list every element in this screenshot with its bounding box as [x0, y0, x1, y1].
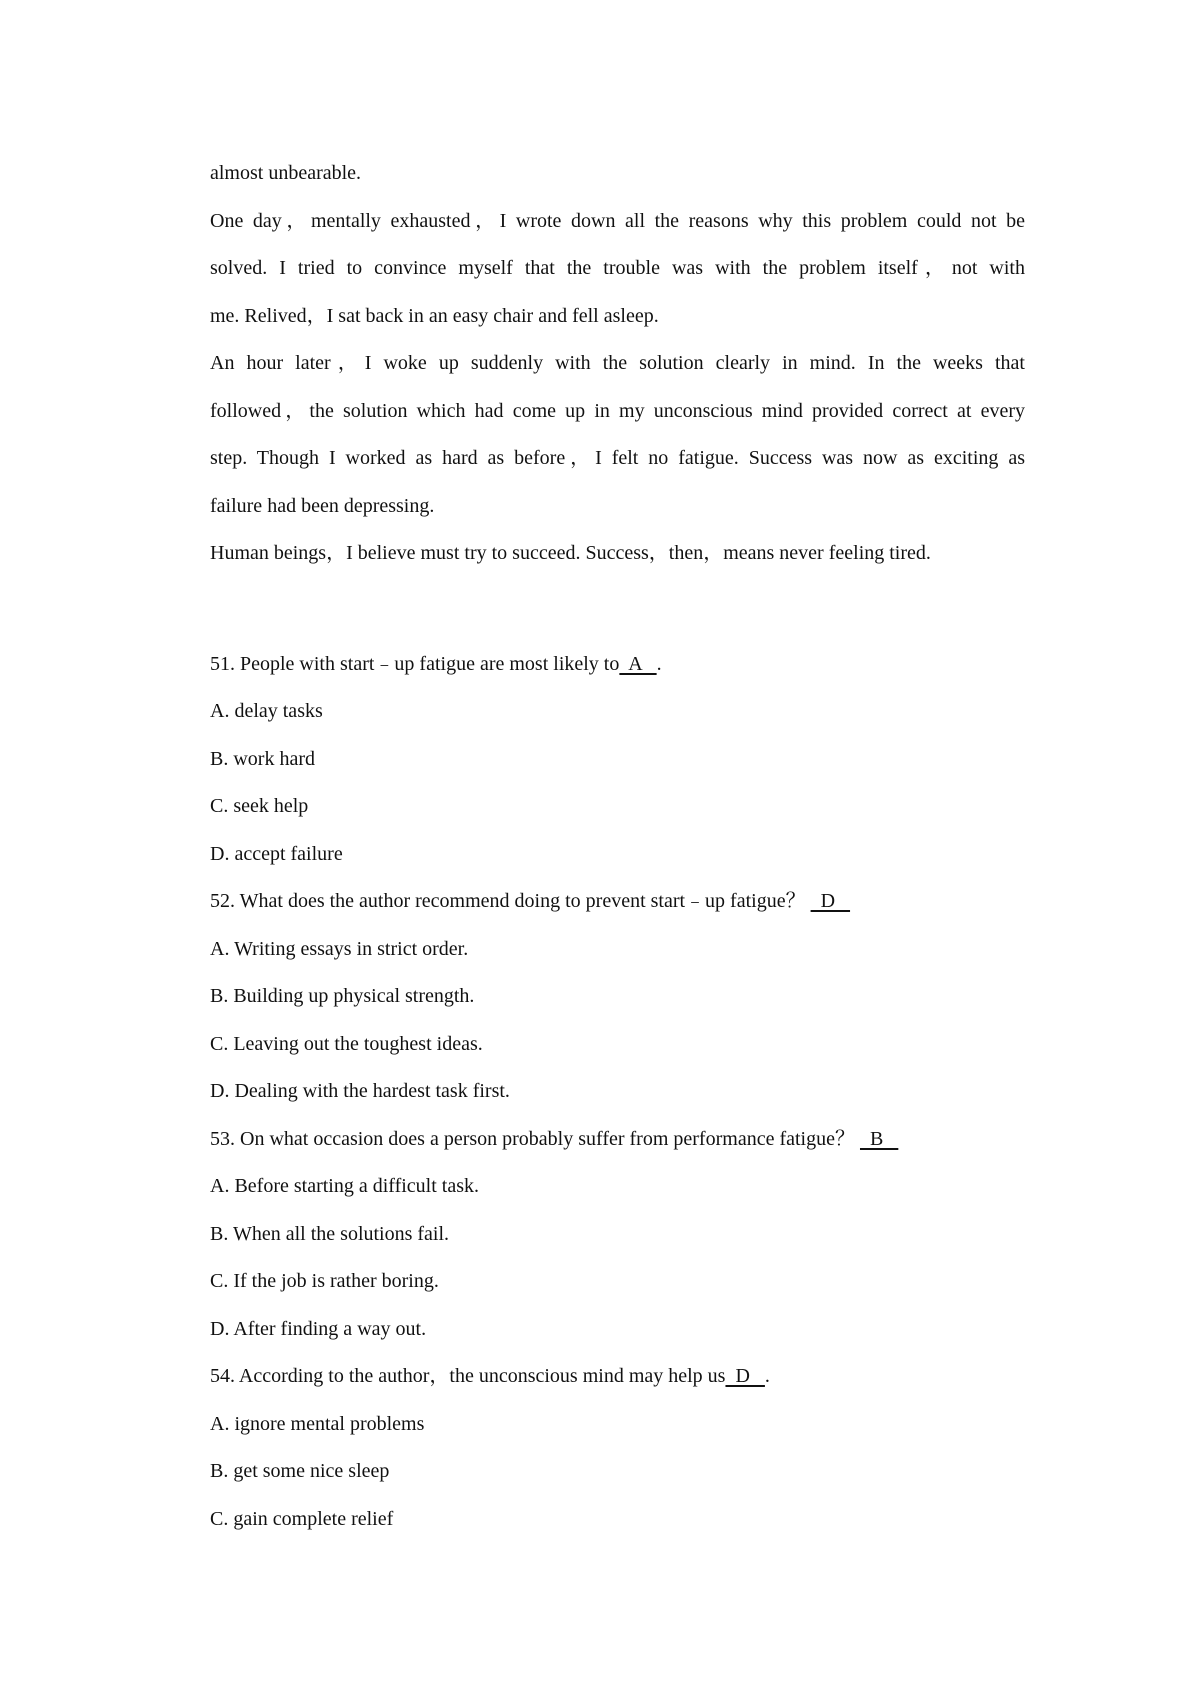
option-b: B. work hard — [210, 747, 315, 770]
passage-line: me. Relived，I sat back in an easy chair and fell asleep. — [210, 304, 659, 327]
passage-line: solved. I tried to convince myself that the trouble was with the problem itself，not with — [210, 257, 1025, 279]
document-page — [210, 150, 1025, 1543]
option-b: B. get some nice sleep — [210, 1460, 390, 1482]
answer-blank: A — [619, 652, 657, 675]
question-suffix: . — [764, 1365, 770, 1387]
option-c: C. seek help — [210, 795, 309, 817]
option-d: D. Dealing with the hardest task first. — [210, 1080, 510, 1102]
passage — [210, 150, 1025, 578]
question-text: 53. On what occasion does a person probably suffer from performance fatigue？ — [210, 1127, 860, 1150]
answer-blank: D — [810, 890, 851, 912]
option-d: D. After finding a way out. — [210, 1317, 427, 1340]
question-51 — [210, 641, 1025, 879]
passage-line: Human beings，I believe must try to succeed. Success，then，means never feeling tired. — [210, 542, 931, 564]
option-a: A. delay tasks — [210, 700, 323, 722]
option-a: A. Writing essays in strict order. — [210, 937, 469, 960]
question-52 — [210, 878, 1025, 1116]
option-d: D. accept failure — [210, 842, 343, 865]
question-stem — [210, 878, 1025, 926]
passage-line: failure had been depressing. — [210, 494, 435, 517]
question-54 — [210, 1353, 1025, 1543]
option-a: A. Before starting a difficult task. — [210, 1175, 480, 1197]
option-c: C. Leaving out the toughest ideas. — [210, 1032, 483, 1055]
passage-line: One day，mentally exhausted，I wrote down all the reasons why this problem could not be — [210, 209, 1025, 232]
section-gap — [210, 578, 1025, 641]
question-text: 54. According to the author，the unconscious mind may help us — [210, 1365, 726, 1387]
passage-line: followed，the solution which had come up in my unconscious mind provided correct at every — [210, 399, 1025, 422]
option-b: B. Building up physical strength. — [210, 985, 475, 1007]
question-53 — [210, 1116, 1025, 1354]
answer-blank: D — [725, 1365, 765, 1387]
option-c: C. If the job is rather boring. — [210, 1270, 439, 1292]
question-text: 52. What does the author recommend doing to prevent start﹣up fatigue？ — [210, 890, 811, 912]
option-c: C. gain complete relief — [210, 1507, 394, 1530]
question-suffix: . — [656, 652, 662, 675]
passage-line: An hour later，I woke up suddenly with the solution clearly in mind. In the weeks that — [210, 352, 1025, 374]
answer-blank: B — [859, 1127, 899, 1150]
question-stem — [210, 1353, 1025, 1401]
passage-line: step. Though I worked as hard as before，I felt no fatigue. Success was now as exciting as — [210, 447, 1025, 469]
passage-line: almost unbearable. — [210, 162, 362, 184]
option-a: A. ignore mental problems — [210, 1412, 425, 1435]
option-b: B. When all the solutions fail. — [210, 1222, 450, 1245]
question-stem — [210, 1116, 1025, 1164]
question-text: 51. People with start﹣up fatigue are most likely to — [210, 652, 620, 675]
question-stem — [210, 641, 1025, 689]
